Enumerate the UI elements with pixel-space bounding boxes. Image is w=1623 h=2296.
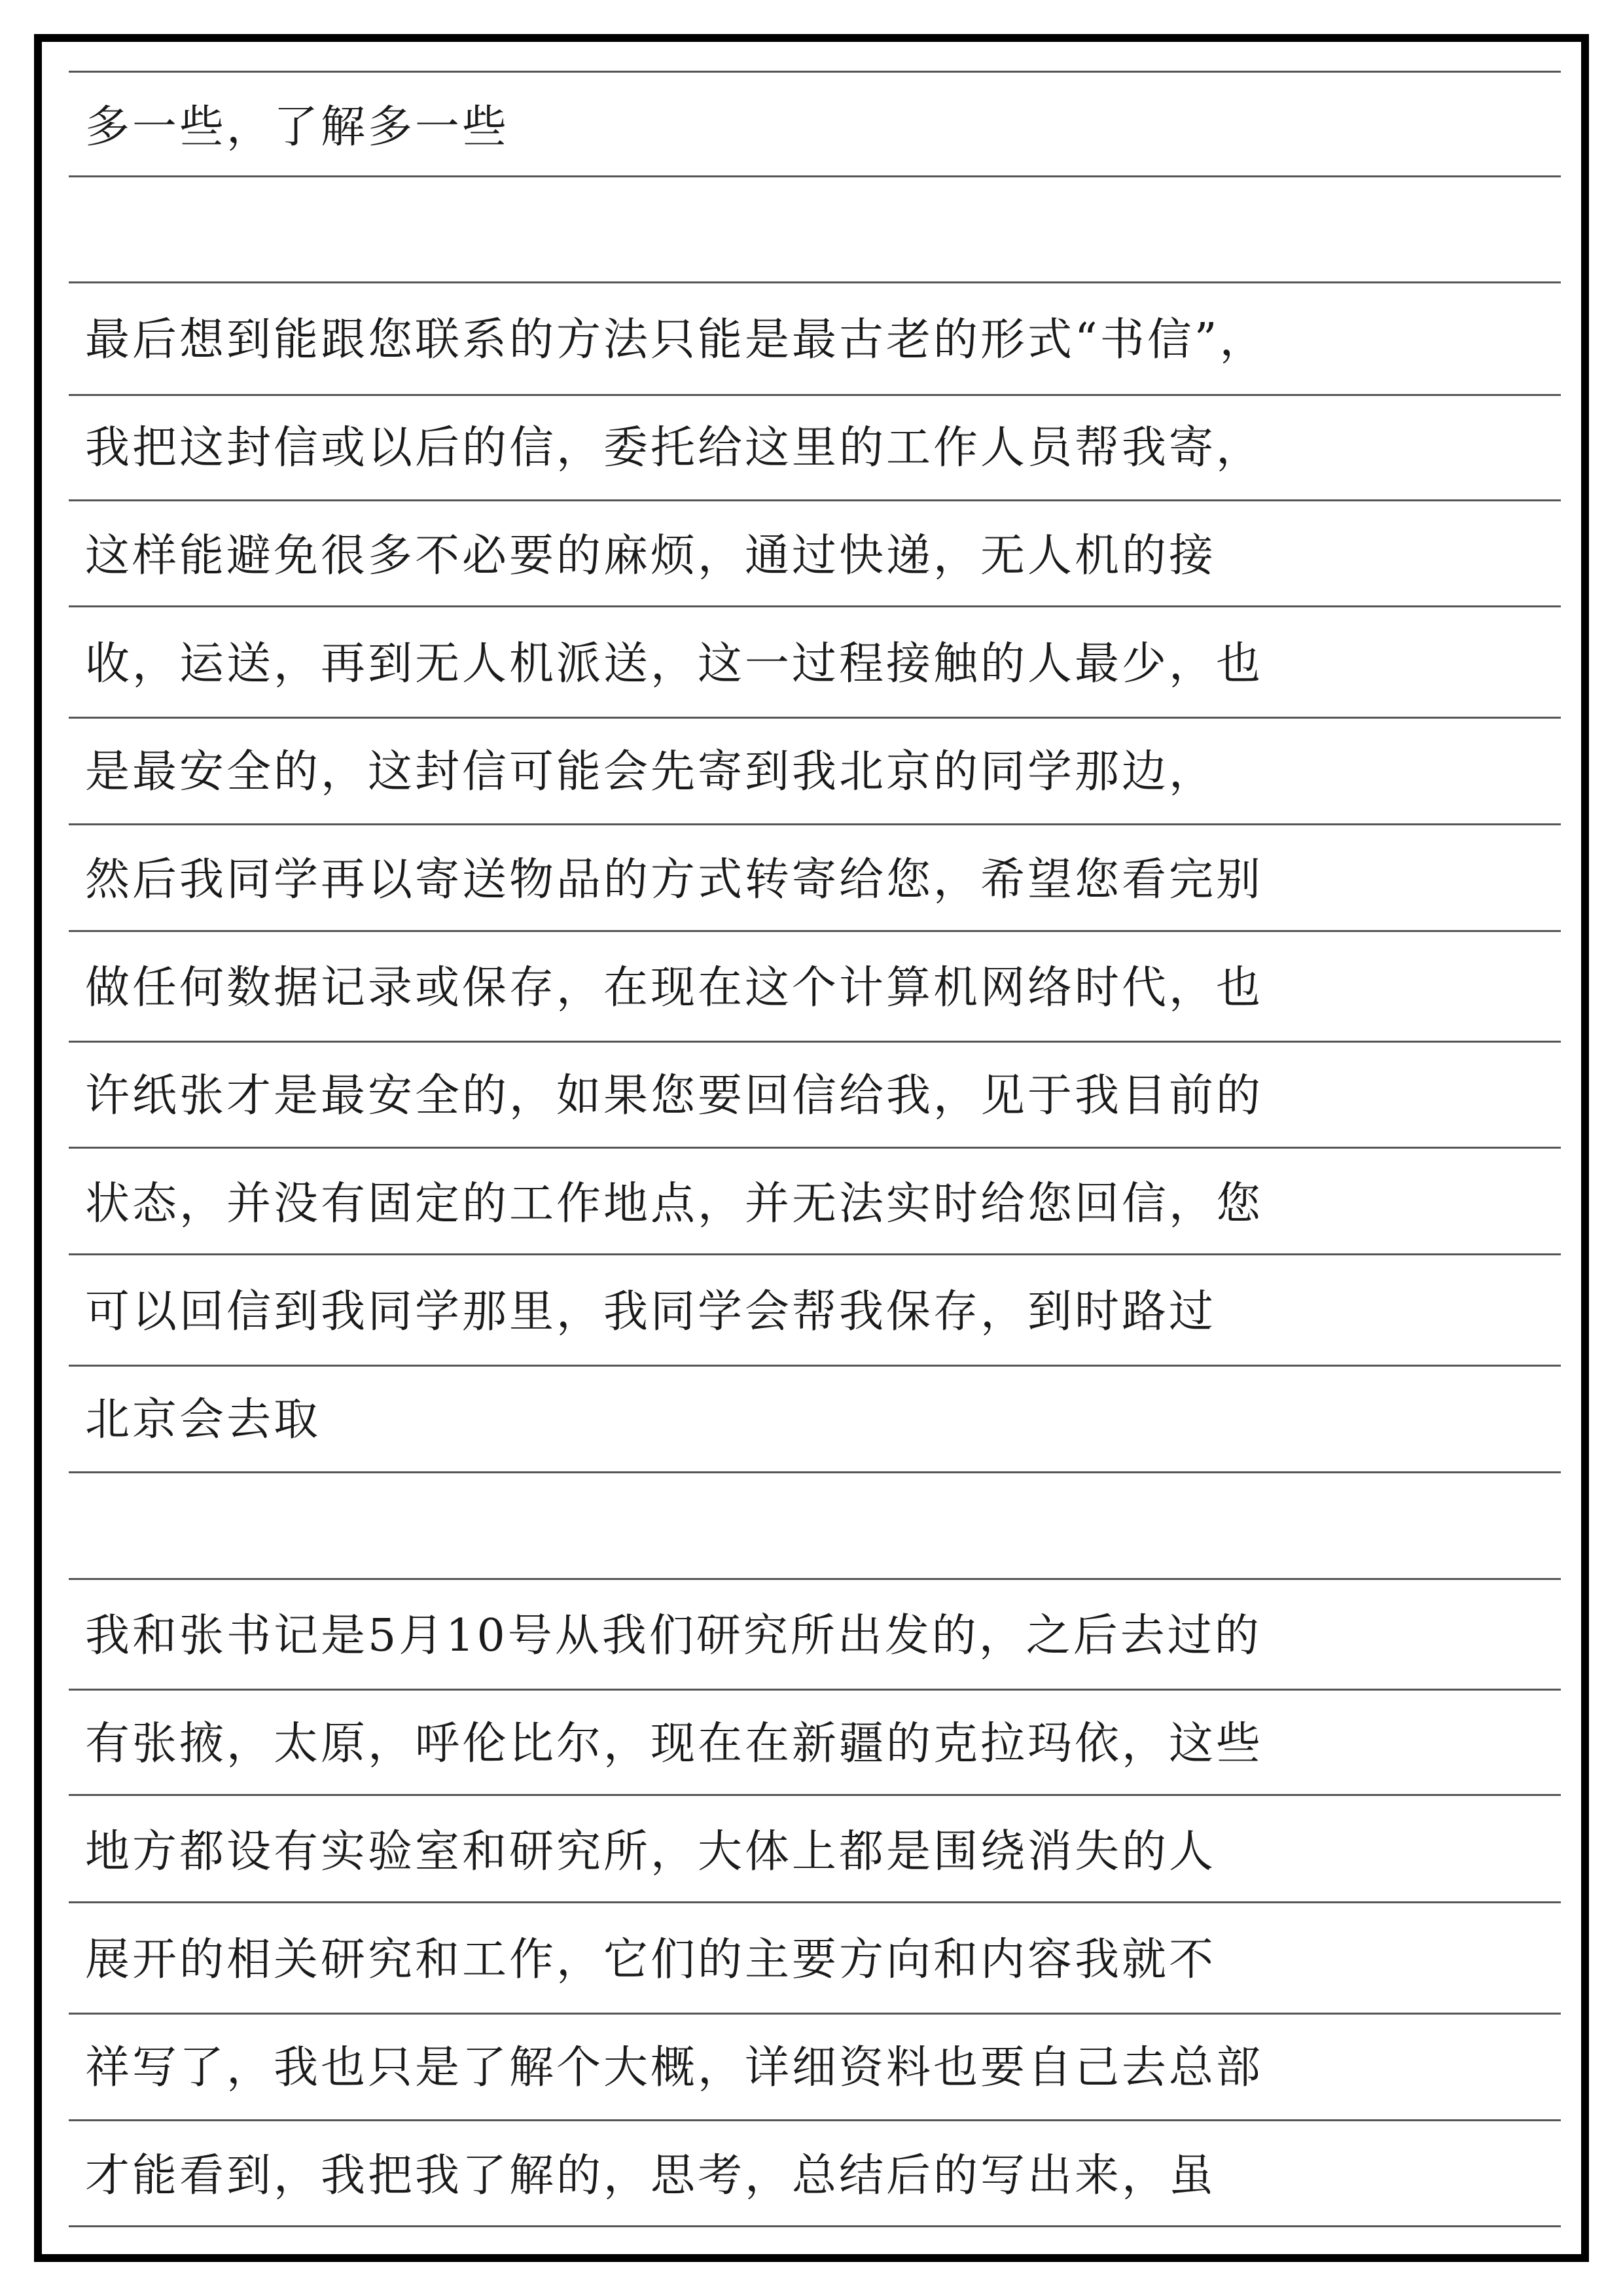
- ruled-line: [69, 1578, 1561, 1580]
- ruled-line: [69, 71, 1561, 73]
- letter-line: 这样能避免很多不必要的麻烦，通过快递，无人机的接: [85, 530, 1217, 582]
- letter-line: 展开的相关研究和工作，它们的主要方向和内容我就不: [85, 1934, 1217, 1986]
- ruled-line: [69, 175, 1561, 177]
- ruled-line: [69, 1253, 1561, 1255]
- ruled-line: [69, 1471, 1561, 1473]
- letter-line: 地方都设有实验室和研究所，大体上都是围绕消失的人: [85, 1826, 1217, 1878]
- letter-line: 收，运送，再到无人机派送，这一过程接触的人最少，也: [85, 638, 1264, 690]
- ruled-line: [69, 2225, 1561, 2227]
- ruled-line: [69, 499, 1561, 501]
- letter-line: 才能看到，我把我了解的，思考，总结后的写出来，虽: [85, 2150, 1217, 2202]
- letter-line: [85, 190, 1551, 275]
- ruled-line: [69, 823, 1561, 825]
- letter-line: 可以回信到我同学那里，我同学会帮我保存，到时路过: [85, 1286, 1217, 1338]
- ruled-line: [69, 1041, 1561, 1043]
- ruled-line: [69, 930, 1561, 932]
- ruled-line: [69, 717, 1561, 719]
- ruled-line: [69, 605, 1561, 607]
- letter-line: 状态，并没有固定的工作地点，并无法实时给您回信，您: [85, 1178, 1264, 1230]
- ruled-line: [69, 1794, 1561, 1796]
- letter-line: 我把这封信或以后的信，委托给这里的工作人员帮我寄，: [85, 422, 1264, 474]
- letter-line: 然后我同学再以寄送物品的方式转寄给您，希望您看完别: [85, 854, 1264, 906]
- letter-line: 许纸张才是最安全的，如果您要回信给我，见于我目前的: [85, 1070, 1264, 1122]
- ruled-line: [69, 2013, 1561, 2015]
- letter-line: 我和张书记是5月10号从我们研究所出发的，之后去过的: [85, 1610, 1262, 1662]
- ruled-line: [69, 2119, 1561, 2121]
- letter-line: 多一些，了解多一些: [85, 101, 510, 153]
- letter-line: 做任何数据记录或保存，在现在这个计算机网络时代，也: [85, 962, 1264, 1014]
- ruled-line: [69, 394, 1561, 396]
- ruled-line: [69, 281, 1561, 283]
- letter-line: 北京会去取: [85, 1394, 321, 1446]
- letter-line: 最后想到能跟您联系的方法只能是最古老的形式“书信”，: [85, 314, 1267, 366]
- ruled-line: [69, 1147, 1561, 1149]
- ruled-line: [69, 1365, 1561, 1367]
- letter-line: 有张掖，太原，呼伦比尔，现在在新疆的克拉玛依，这些: [85, 1718, 1264, 1770]
- letter-line: 祥写了，我也只是了解个大概，详细资料也要自己去总部: [85, 2042, 1264, 2094]
- letter-line: 是最安全的，这封信可能会先寄到我北京的同学那边，: [85, 746, 1217, 798]
- ruled-line: [69, 1689, 1561, 1691]
- letter-line: [85, 1486, 1551, 1571]
- ruled-line: [69, 1901, 1561, 1903]
